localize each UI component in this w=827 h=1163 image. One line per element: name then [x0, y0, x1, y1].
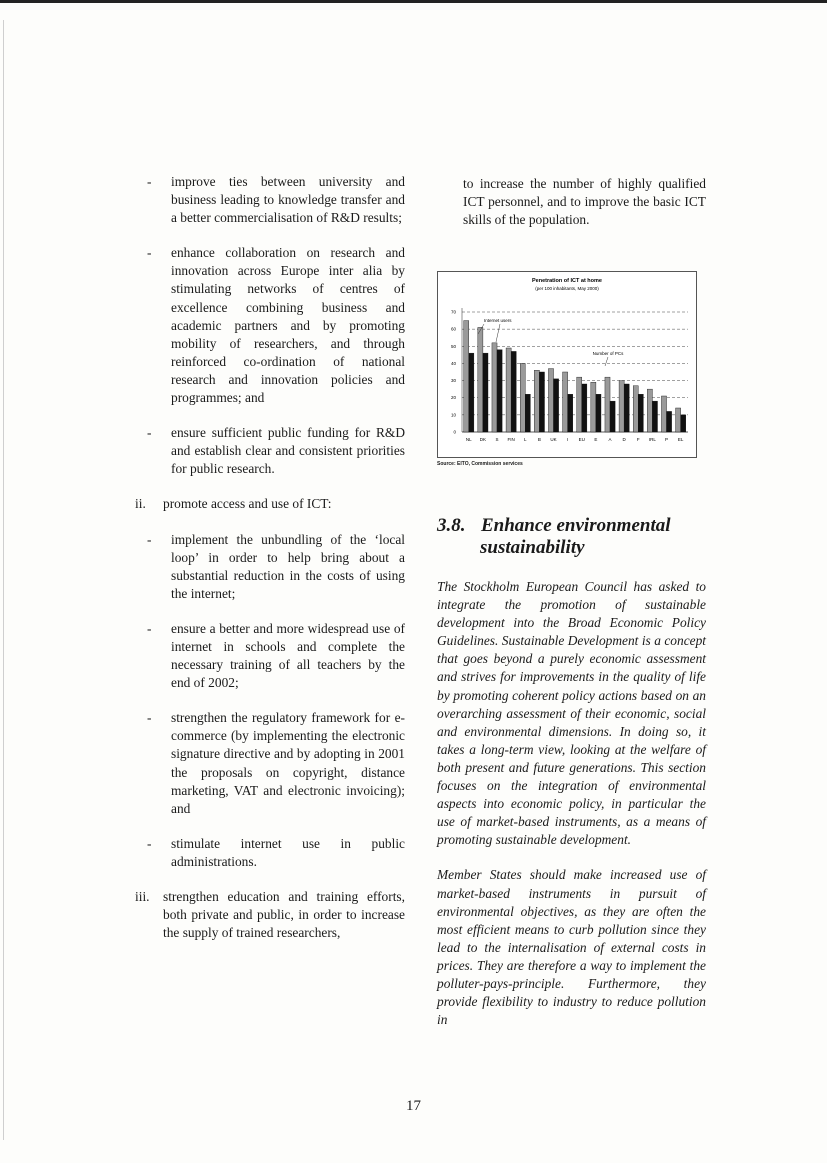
bar-number-of-pcs — [469, 353, 474, 432]
bar-internet-users — [676, 408, 681, 432]
bar-number-of-pcs — [596, 394, 601, 432]
bar-internet-users — [506, 348, 511, 432]
legend-internet-users: Internet users — [484, 318, 512, 323]
bar-internet-users — [563, 372, 568, 432]
intro-paragraph: to increase the number of highly qualified ICT personnel, and to improve the basic ICT skills of the population. — [463, 176, 706, 228]
section-paragraph-1: The Stockholm European Council has asked to integrate the promotion of sustainable development into the Broad Economic Policy Guidelines. Sustainable Development is a concept that goes beyond a purely economic assessment and strives for improvements in the quality of life by promoting coherent policy actions based on an overarching assessment of their economic, social and environmental dimensions. In doing so, it takes a long-term view, looking at the welfare of both present and future generations. This section focuses on the integration of environmental aspects into economic policy, in particular the use of market-based instruments, as a means of promoting sustainable development. — [437, 579, 706, 848]
bullet-dash: - — [147, 425, 152, 441]
x-tick-label: DK — [479, 437, 487, 442]
bar-internet-users — [591, 382, 596, 432]
x-tick-label: F — [636, 437, 640, 442]
left-scan-edge — [3, 20, 4, 1140]
list-item — [147, 835, 405, 871]
bar-number-of-pcs — [681, 415, 686, 432]
bar-internet-users — [661, 396, 666, 432]
section-paragraph-2: Member States should make increased use of market-based instruments in pursuit of environmental objectives, as they are often the most efficient means to curb pollution since they lead to the internalisation of external costs in prices. They are therefore a way to implement the polluter-pays-principle. Furthermore, they provide flexibility to industry to reduce pollution in — [437, 867, 706, 1028]
x-tick-label: D — [622, 437, 626, 442]
bar-number-of-pcs — [582, 384, 587, 432]
bar-internet-users — [464, 321, 469, 432]
bar-internet-users — [619, 381, 624, 432]
bar-number-of-pcs — [483, 353, 488, 432]
x-tick-label: S — [495, 437, 499, 442]
bullet-dash: - — [147, 835, 152, 851]
chart-svg — [438, 272, 696, 457]
list-item — [147, 173, 405, 227]
list-item — [147, 531, 405, 603]
list-item — [147, 244, 405, 407]
x-tick-label: L — [524, 437, 527, 442]
roman-list-item-ii — [135, 495, 405, 513]
x-tick-label: EU — [578, 437, 585, 442]
y-tick-label: 60 — [450, 326, 456, 332]
bar-number-of-pcs — [554, 379, 559, 432]
x-tick-label: EL — [677, 437, 684, 442]
bar-number-of-pcs — [638, 394, 643, 432]
list-item-text: strengthen the regulatory framework for e-commerce (by implementing the electronic signature directive and by adopting in 2001 the proposals on copyright, distance marketing, VAT and electronic invoicing); and — [171, 710, 405, 816]
list-item-text: ensure sufficient public funding for R&D and establish clear and consistent priorities for public research. — [171, 425, 405, 477]
roman-item-text: strengthen education and training efforts, both private and public, in order to increase the supply of trained researchers, — [163, 889, 405, 941]
bar-number-of-pcs — [624, 384, 629, 432]
x-tick-label: IRL — [648, 437, 656, 442]
x-tick-label: B — [537, 437, 541, 442]
roman-item-text: promote access and use of ICT: — [163, 496, 332, 512]
ict-chart — [437, 271, 697, 458]
bar-number-of-pcs — [568, 394, 573, 432]
chart-subtitle: (per 100 inhabitants, May 2000) — [535, 286, 599, 291]
left-column — [135, 173, 405, 959]
bar-number-of-pcs — [539, 372, 544, 432]
bar-internet-users — [633, 386, 638, 432]
section-title-line1: Enhance environmental — [481, 515, 671, 536]
bar-internet-users — [548, 369, 553, 432]
x-tick-label: P — [665, 437, 669, 442]
list-item-text: enhance collaboration on research and innovation across Europe inter alia by stimulating networks of centres of excellence combining business and academic partners and by promoting mobility of researchers, and through reinforced co-ordination of national research and innovation policies and programmes; and — [171, 245, 405, 406]
list-item — [147, 620, 405, 692]
list-item — [147, 424, 405, 478]
x-tick-label: A — [608, 437, 612, 442]
roman-list-item-iii — [135, 888, 405, 942]
chart-title: Penetration of ICT at home — [532, 278, 602, 284]
legend-pointer-pcs — [605, 357, 608, 366]
section-heading — [437, 515, 707, 559]
bar-internet-users — [647, 389, 652, 432]
list-item-text: implement the unbundling of the ‘local loop’ in order to help bring about a substantial reduction in the costs of using the internet; — [171, 531, 405, 601]
x-tick-label: NL — [465, 437, 472, 442]
bar-number-of-pcs — [511, 351, 516, 432]
legend-pointer-internet-2 — [496, 324, 500, 342]
section-title-line2: sustainability — [480, 537, 585, 558]
top-border-line — [0, 0, 827, 3]
x-tick-label: UK — [550, 437, 557, 442]
x-tick-label: E — [594, 437, 598, 442]
bar-internet-users — [492, 343, 497, 432]
section-number: 3.8. — [437, 515, 466, 536]
bar-number-of-pcs — [652, 401, 657, 432]
bar-internet-users — [478, 327, 483, 432]
roman-numeral: iii. — [135, 889, 150, 904]
bar-internet-users — [577, 377, 582, 432]
bar-number-of-pcs — [497, 350, 502, 432]
chart-source: Source: EITO, Commission services — [437, 461, 523, 467]
y-tick-label: 30 — [450, 378, 456, 384]
bullet-dash: - — [147, 245, 152, 261]
bullet-dash: - — [147, 531, 152, 547]
page-number: 17 — [406, 1098, 421, 1114]
y-tick-label: 70 — [450, 309, 456, 315]
bullet-dash: - — [147, 620, 152, 636]
y-tick-label: 40 — [450, 360, 456, 366]
bar-internet-users — [520, 363, 525, 432]
bullet-dash: - — [147, 710, 152, 726]
y-tick-label: 20 — [450, 395, 456, 401]
roman-numeral: ii. — [135, 496, 146, 512]
y-tick-label: 50 — [450, 343, 456, 349]
bar-internet-users — [534, 370, 539, 432]
legend-number-of-pcs: Number of PCs — [592, 351, 624, 356]
bar-number-of-pcs — [610, 401, 615, 432]
y-tick-label: 10 — [450, 412, 456, 418]
bar-number-of-pcs — [667, 411, 672, 432]
bar-internet-users — [605, 377, 610, 432]
bar-number-of-pcs — [525, 394, 530, 432]
list-item-text: ensure a better and more widespread use of internet in schools and complete the necessary training of all teachers by the end of 2002; — [171, 620, 405, 691]
x-tick-label: I — [567, 437, 569, 442]
y-tick-label: 0 — [453, 429, 456, 435]
list-item — [147, 709, 405, 818]
x-tick-label: FIN — [507, 437, 515, 442]
section-body — [437, 578, 706, 1046]
bullet-dash: - — [147, 174, 152, 189]
list-item-text: improve ties between university and business leading to knowledge transfer and a better commercialisation of R&D results; — [171, 174, 405, 226]
list-item-text: stimulate internet use in public administrations. — [171, 835, 405, 869]
